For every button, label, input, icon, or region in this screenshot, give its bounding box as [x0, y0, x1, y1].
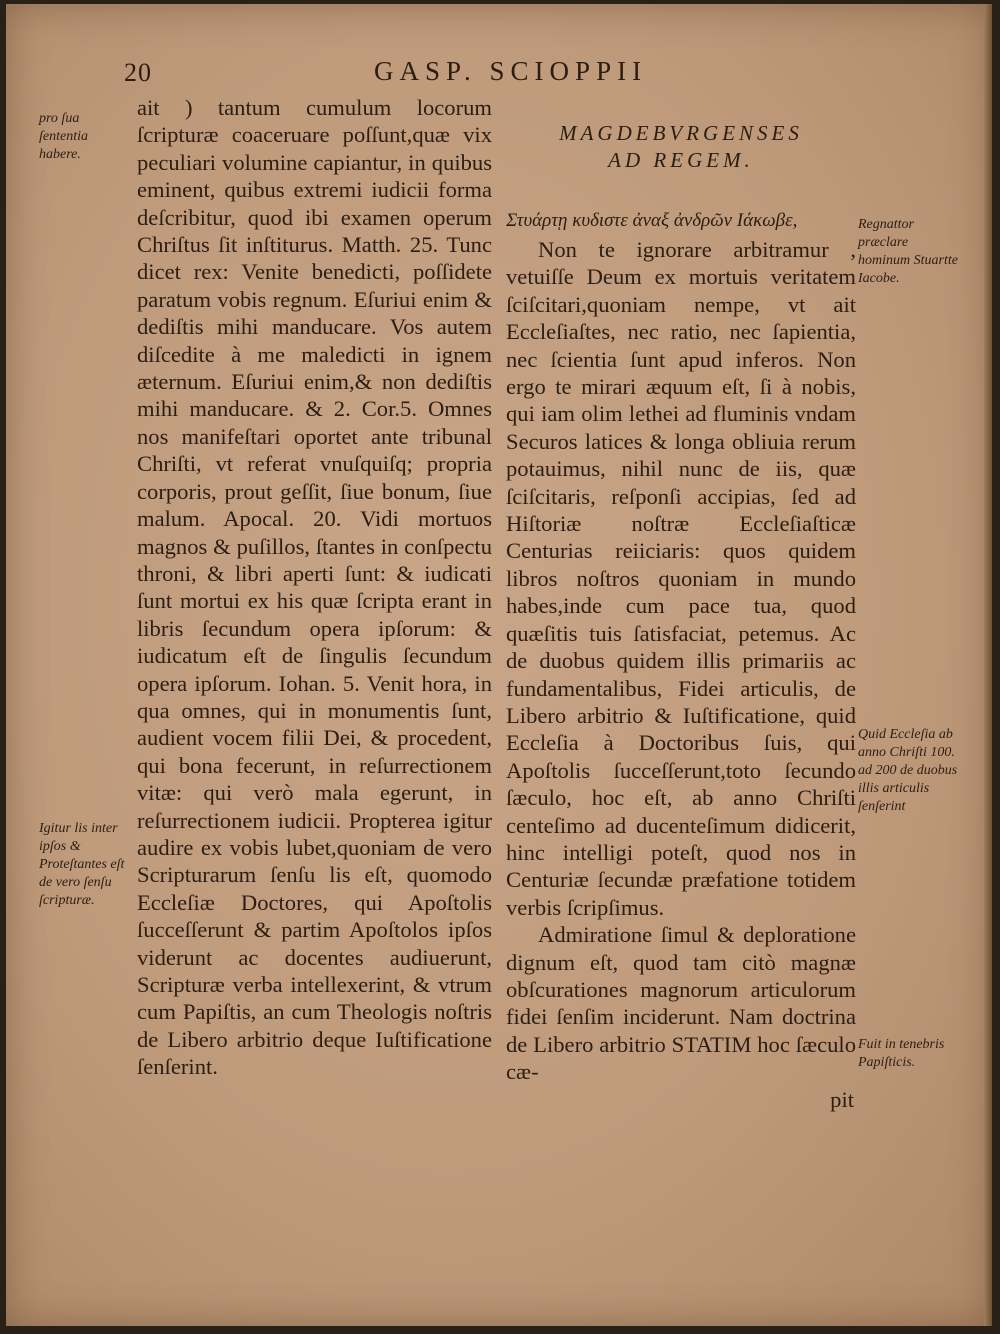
running-head	[6, 56, 992, 90]
book-page	[6, 4, 992, 1326]
page-edge	[984, 4, 992, 1326]
right-paragraph-2: Admiratione ſimul & deploratione dignum eſt, quod tam citò magnæ obſcurationes magnorum articulorum fidei ſenſim inciderunt. Nam doctrina de Libero arbitrio STATIM hoc ſæculo cæ-	[506, 922, 856, 1085]
left-column-text: ait ) tantum cumulum locorum ſcripturæ coaceruare poſſunt,quæ vix peculiari volumine capiantur, in quibus eminent, quibus extremi iudicii forma deſcribitur, quod ibi examen operum Chriſtus ſit inſtiturus. Matth. 25. Tunc dicet rex: Venite benedicti, poſſidete paratum vobis regnum. Eſuriui enim & dediſtis mihi manducare. Vos autem diſcedite à me maledicti in ignem æternum. Eſuriui enim,& non dediſtis mihi manducare. & 2. Cor.5. Omnes nos manifeſtari oportet ante tribunal Chriſti, vt referat vnuſquiſq; propria corporis, prout geſſit, ſiue bonum, ſiue malum. Apocal. 20. Vidi mortuos magnos & puſillos, ſtantes in conſpectu throni, & libri aperti ſunt: & iudicati ſunt mortui ex his quæ ſcripta erant in libris ſecundum opera ipſorum: & iudicatum eſt de ſingulis ſecundum opera ipſorum. Iohan. 5. Venit hora, in qua omnes, qui in monumentis ſunt, audient vocem filii Dei, & procedent, qui bona fecerunt, in reſurrectionem vitæ: qui verò mala egerunt, in reſurrectionem iudicii. Propterea igitur audire ex vobis lubet,quoniam de vero Scripturarum ſenſu lis eſt, quomodo Eccleſiæ Doctores, qui Apoſtolis ſucceſſerunt & partim Apoſtolos ipſos viderunt ac docentes audiuerunt, Scripturæ verba intellexerint, & vtrum cum Papiſtis, an cum Theologis noſtris de Libero arbitrio deque Iuſtificatione ſenſerint.	[137, 95, 492, 1080]
running-title: GASP. SCIOPPII	[374, 56, 648, 86]
page-number: 20	[124, 58, 152, 87]
margin-note-left-1: pro ſua ſententia habere.	[39, 111, 88, 162]
catchword: pit	[830, 1086, 854, 1112]
right-paragraph-1: Non te ignorare arbitramur , vetuiſſe Deum ex mortuis veritatem ſciſcitari,quoniam nempe, vt ait Eccleſiaſtes, nec ratio, nec ſapientia, nec ſcientia ſunt apud inferos. Non ergo te mirari æquum eſt, ſi à nobis, qui iam olim lethei ad fluminis vndam Securos latices & longa obliuia rerum potauimus, nihil nunc de iis, quæ ſciſcitaris, reſponſi accipias, ſed ad Hiſtoriæ noſtræ Eccleſiaſticæ Centurias reiiciaris: quos quidem libros noſtros quoniam in mundo habes,inde cum pace tua, quod quæſitis tuis ſatisfaciat, petemus. Ac de duobus quidem illis primariis ac fundamentalibus, Fidei articulis, de Libero arbitrio & Iuſtificatione, quid Eccleſia à Doctoribus ſuis, qui Apoſtolis ſucceſſerunt,toto ſecundo ſæculo, hoc eſt, ab anno Chriſti centeſimo ad ducenteſimum didicerit, hinc intelligi poteſt, quod nos in Centuriæ ſecundæ præfatione totidem verbis ſcripſimus.	[506, 237, 856, 920]
margin-note-left-2: Igitur lis inter ipſos & Proteſtantes eſt de vero ſenſu ſcripturæ.	[39, 821, 125, 908]
margin-note-right-3: Fuit in tenebris Papiſticis.	[858, 1037, 945, 1070]
margin-note-right-2: Quid Eccleſia ab anno Chriſti 100. ad 200 de duobus illis articulis ſenſerint	[858, 727, 958, 814]
right-column	[506, 120, 856, 1113]
letter-heading-line2: AD REGEM.	[608, 148, 754, 172]
greek-salutation: Στυάρτῃ κυδιστε ἀναξ ἀνδρῶν Ιάκωβε,	[506, 210, 798, 231]
letter-heading	[506, 120, 856, 174]
margin-note-right-1: Regnattor præclare hominum Stuartte Iacobe.	[858, 217, 958, 286]
left-column	[137, 94, 492, 1081]
letter-heading-line1: MAGDEBVRGENSES	[559, 121, 803, 145]
